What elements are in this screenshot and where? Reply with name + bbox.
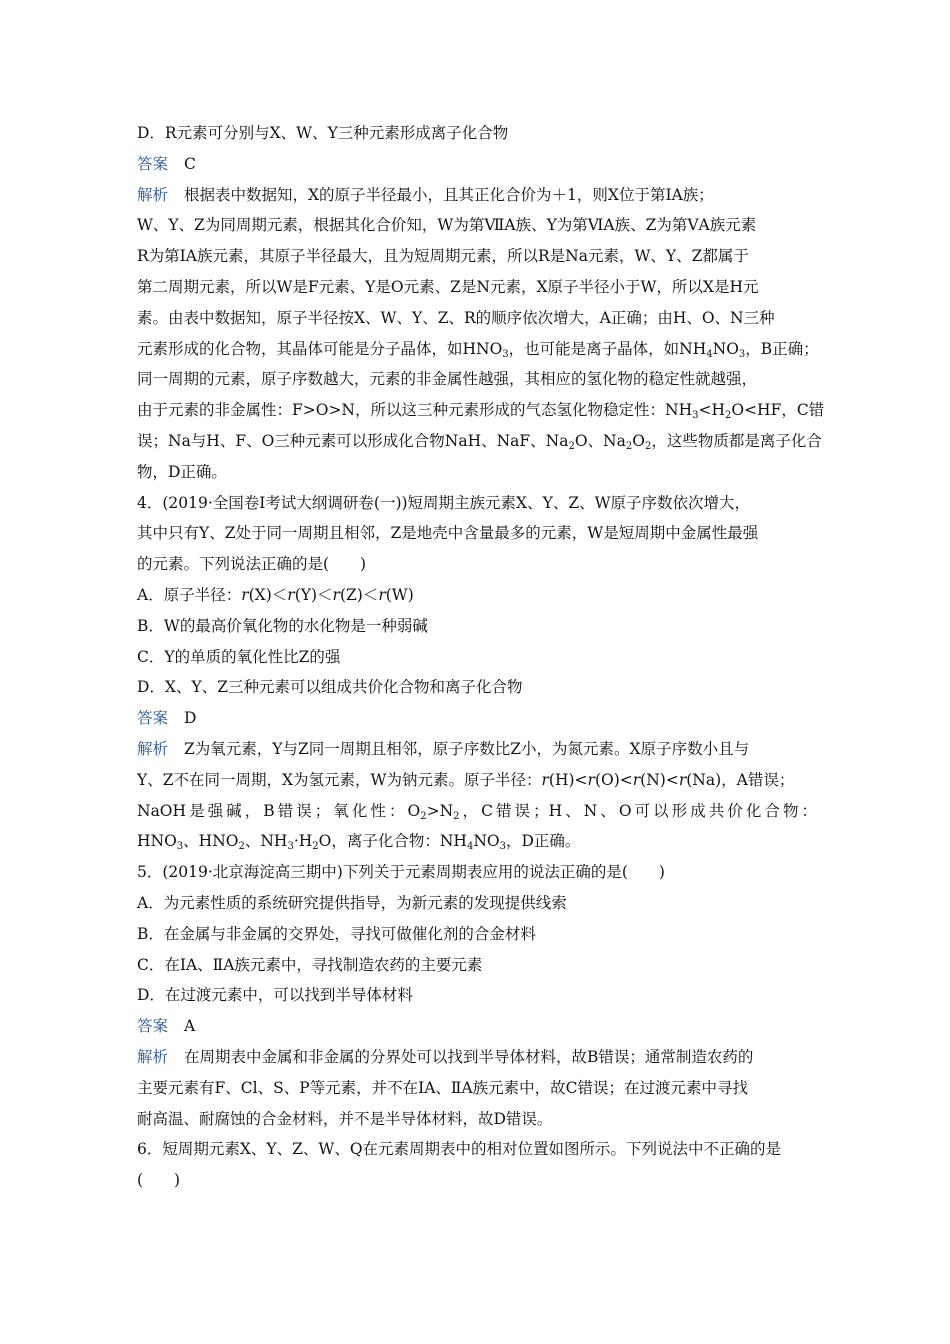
analysis-label: 解析 [137, 739, 169, 758]
q3-analysis-line-8: 由于元素的非金属性：F>O>N，所以这三种元素形成的气态氢化物稳定性：$NH_3<H_2O<HF$，C错 [137, 401, 825, 422]
q5-answer-line [137, 1011, 817, 1042]
q4-stem-line-3: 的元素。下列说法正确的是( ) [137, 555, 367, 574]
analysis-label: 解析 [137, 185, 169, 204]
q4-answer-line [137, 703, 817, 734]
answer-label: 答案 [137, 154, 169, 173]
q3-answer-line [137, 149, 817, 180]
answer-label: 答案 [137, 709, 169, 728]
q3-analysis-line-5: 素。由表中数据知，原子半径按X、W、Y、Z、R的顺序依次增大，A正确；由H、O、N三种 [137, 308, 775, 327]
q4-stem-line-2: 其中只有Y、Z处于同一周期且相邻，Z是地壳中含量最多的元素，W是短周期中金属性最强 [137, 524, 759, 543]
q3-analysis-line-1: 解析 根据表中数据知，X的原子半径最小，且其正化合价为＋1，则X位于第ⅠA族； [137, 185, 714, 204]
q5-analysis-line-2: 主要元素有F、Cl、S、P等元素，并不在ⅠA、ⅡA族元素中，故C错误；在过渡元素中寻找 [137, 1078, 749, 1097]
q5-option-a: A．为元素性质的系统研究提供指导，为新元素的发现提供线索 [137, 893, 567, 912]
q4-option-a: A．原子半径：r(X)＜r(Y)＜r(Z)＜r(W) [137, 585, 414, 604]
q5-option-c: C．在ⅠA、ⅡA族元素中，寻找制造农药的主要元素 [137, 955, 483, 974]
q4-stem-line-1: 4．(2019·全国卷Ⅰ考试大纲调研卷(一))短周期主族元素X、Y、Z、W原子序数依次增大， [137, 493, 751, 512]
q4-option-b: B．W的最高价氧化物的水化物是一种弱碱 [137, 616, 428, 635]
q4-answer: D [184, 709, 197, 728]
q5-analysis-line-3: 耐高温、耐腐蚀的合金材料，并不是半导体材料，故D错误。 [137, 1109, 553, 1128]
page-content [137, 118, 825, 1196]
q3-analysis-line-10: 物，D正确。 [137, 462, 227, 481]
q5-answer: A [184, 1017, 196, 1036]
q3-analysis-line-6: 元素形成的化合物，其晶体可能是分子晶体，如$HNO_3$，也可能是离子晶体，如$NH_4NO_3$，B正确； [137, 339, 819, 360]
q3-analysis-line-3: R为第ⅠA族元素，其原子半径最大，且为短周期元素，所以R是Na元素，W、Y、Z都属于 [137, 247, 749, 266]
q4-option-d: D．X、Y、Z三种元素可以组成共价化合物和离子化合物 [137, 678, 523, 697]
q3-analysis-line-7: 同一周期的元素，原子序数越大，元素的非金属性越强，其相应的氢化物的稳定性就越强， [137, 370, 758, 389]
q3-analysis-line-4: 第二周期元素，所以W是F元素、Y是O元素、Z是N元素，X原子半径小于W，所以X是H元 [137, 277, 759, 296]
q5-stem: 5．(2019·北京海淀高三期中)下列关于元素周期表应用的说法正确的是( ) [137, 863, 665, 882]
q4-analysis-line-3: NaOH是强碱，B错误；氧化性：$O_2>N_2$，C错误；H、N、O可以形成共价化合物： [137, 801, 817, 822]
q6-stem-line-1: 6．短周期元素X、Y、Z、W、Q在元素周期表中的相对位置如图所示。下列说法中不正确的是 [137, 1140, 782, 1159]
q3-answer: C [184, 154, 196, 173]
q3-analysis-line-9: 误；Na与H、F、O三种元素可以形成化合物NaH、NaF、$Na_2O$、$Na_2O_2$，这些物质都是离子化合 [137, 431, 822, 452]
q4-analysis-line-2: Y、Z不在同一周期，X为氢元素，W为钠元素。原子半径：r(H)<r(O)<r(N)<r(Na)，A错误； [137, 770, 795, 789]
q5-option-b: B．在金属与非金属的交界处，寻找可做催化剂的合金材料 [137, 924, 536, 943]
q4-analysis-line-4: $HNO_3$、$HNO_2$、$NH_3\cdot H_2O$，离子化合物：$NH_4NO_3$，D正确。 [137, 832, 581, 853]
analysis-label: 解析 [137, 1047, 169, 1066]
q4-analysis-line-1: 解析 Z为氧元素，Y与Z同一周期且相邻，原子序数比Z小，为氮元素。X原子序数小且与 [137, 739, 750, 758]
q3-option-d: D．R元素可分别与X、W、Y三种元素形成离子化合物 [137, 124, 509, 142]
q4-option-c: C．Y的单质的氧化性比Z的强 [137, 647, 341, 666]
q6-stem-line-2: ( ) [137, 1171, 181, 1190]
q5-option-d: D．在过渡元素中，可以找到半导体材料 [137, 986, 413, 1005]
answer-label: 答案 [137, 1017, 169, 1036]
q5-analysis-line-1: 解析 在周期表中金属和非金属的分界处可以找到半导体材料，故B错误；通常制造农药的 [137, 1047, 754, 1066]
q3-analysis-line-2: W、Y、Z为同周期元素，根据其化合价知，W为第ⅦA族、Y为第ⅥA族、Z为第ⅤA族元素 [137, 216, 757, 235]
